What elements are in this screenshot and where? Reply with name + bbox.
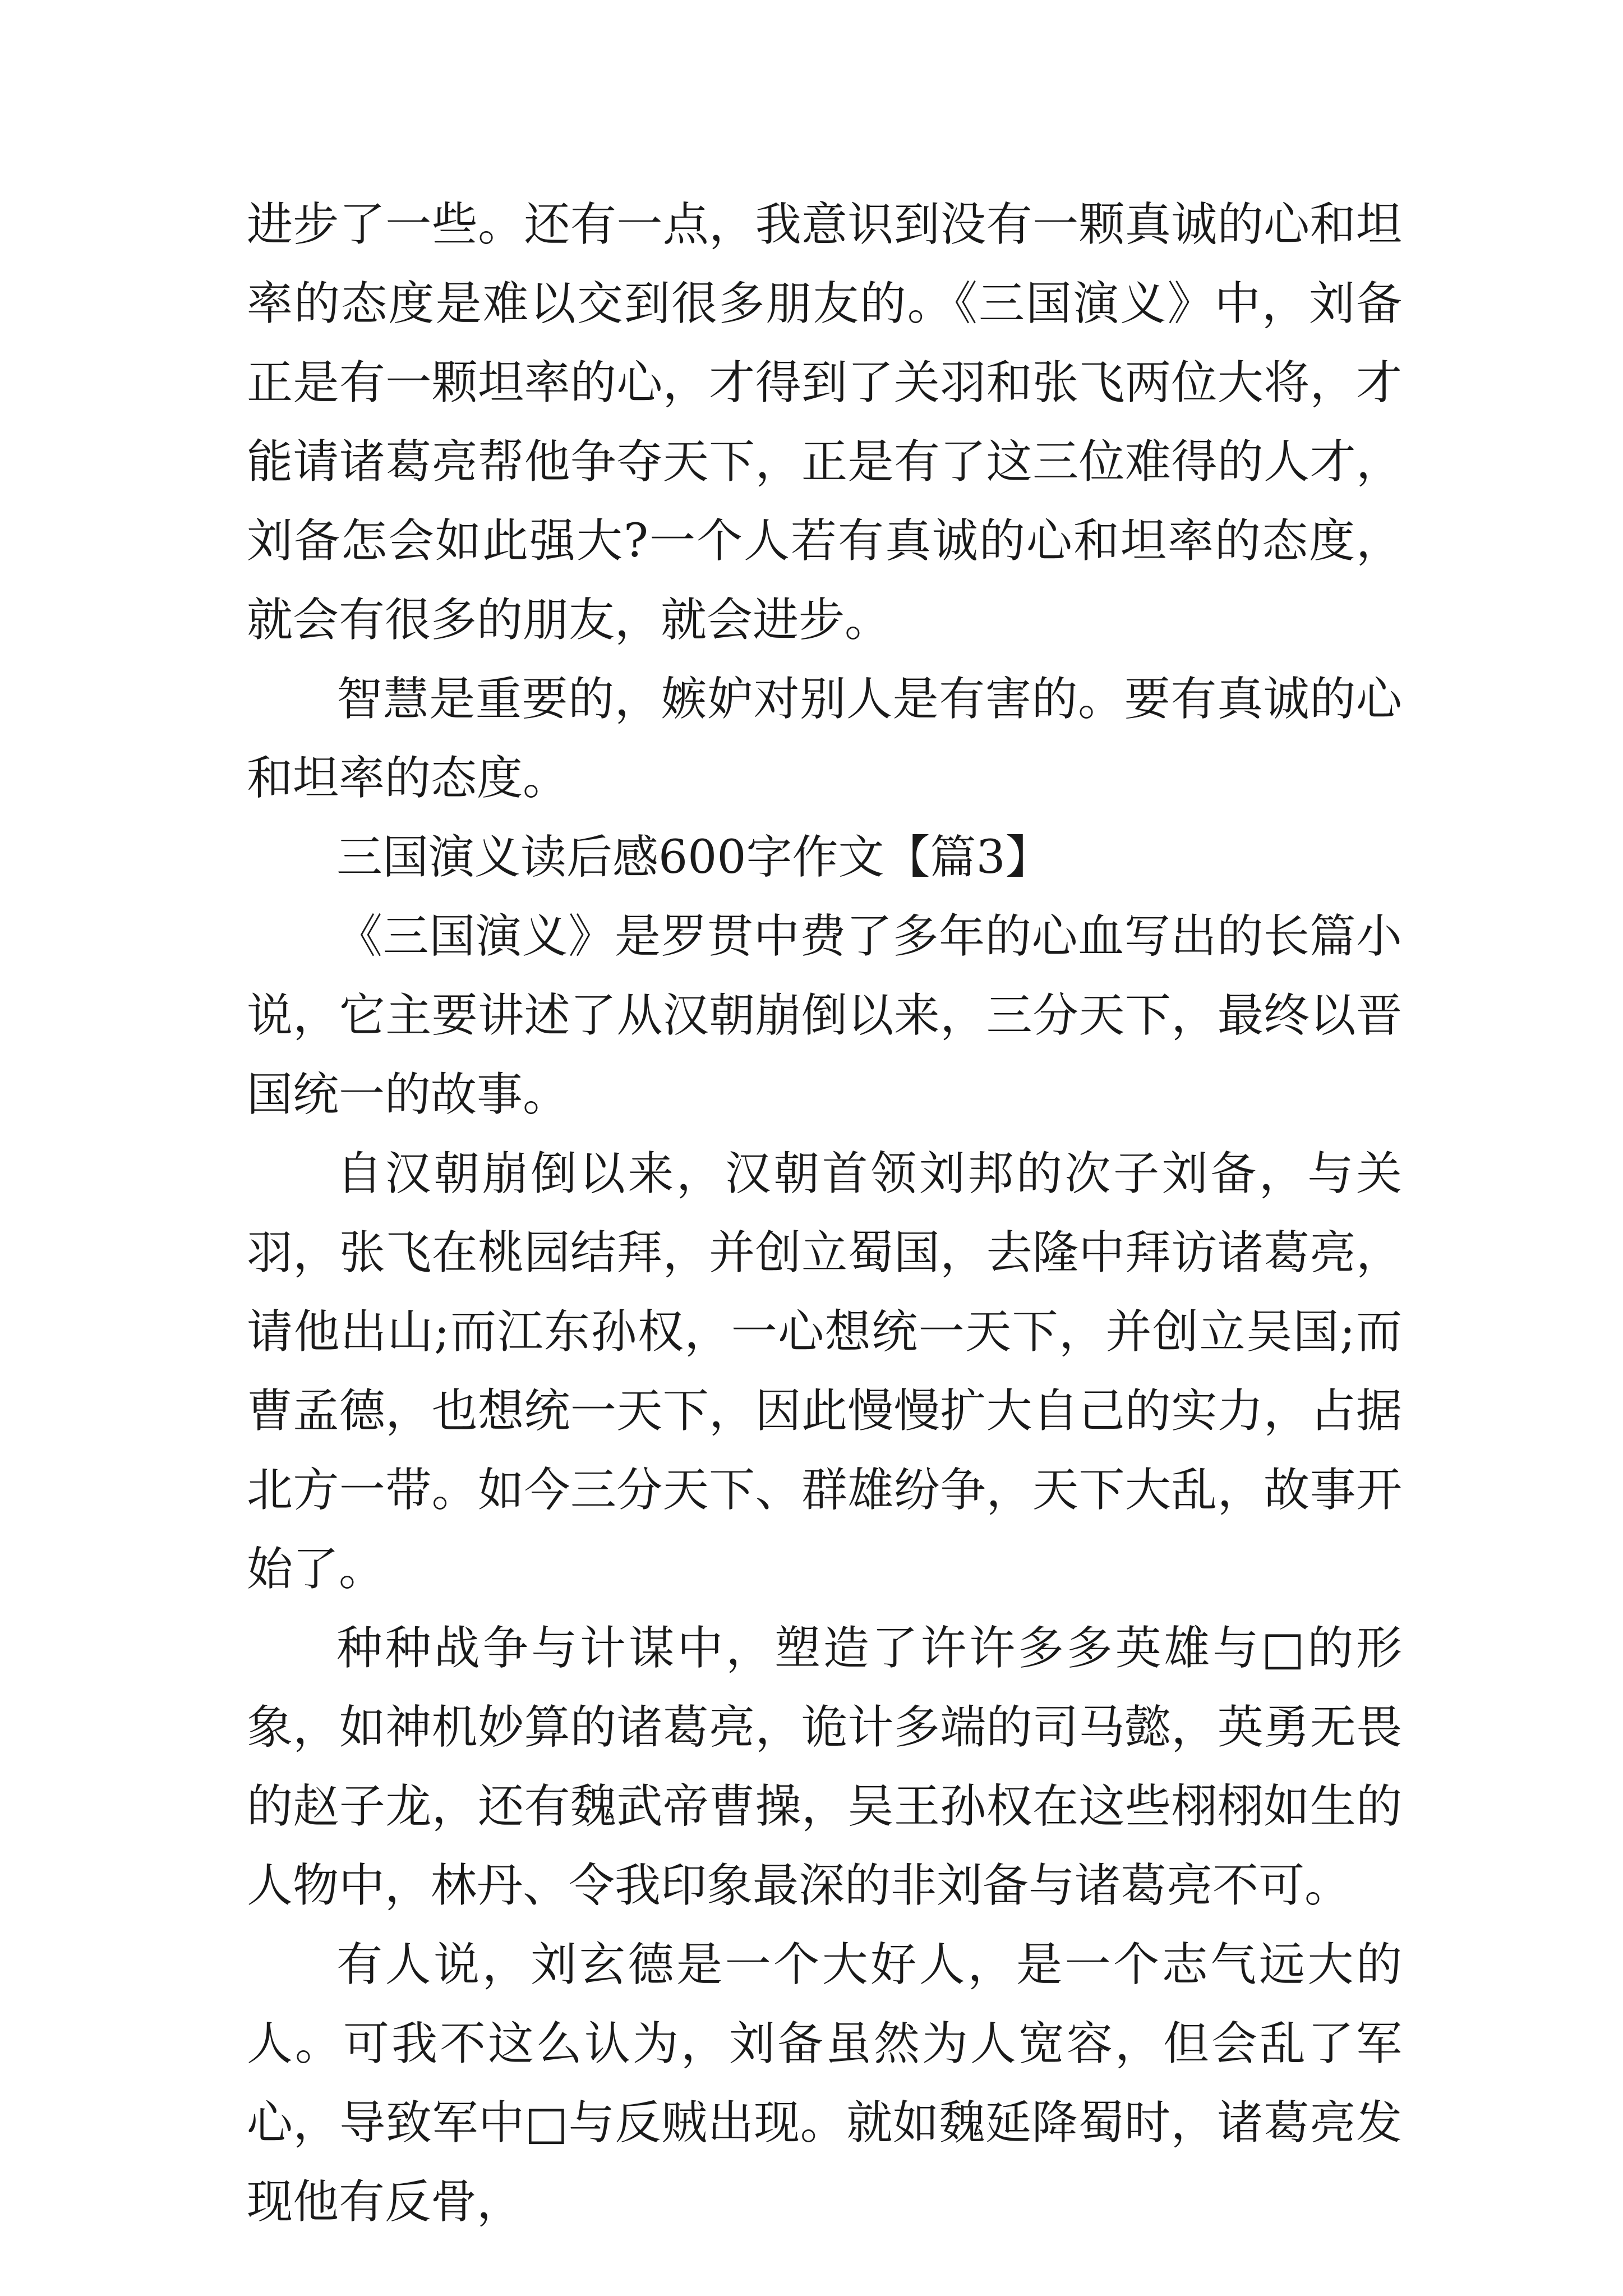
paragraph-conclusion: 智慧是重要的，嫉妒对别人是有害的。要有真诚的心和坦率的态度。 — [247, 673, 1402, 805]
document-body — [247, 185, 1402, 2242]
paragraph-continuation: 进步了一些。还有一点，我意识到没有一颗真诚的心和坦率的态度是难以交到很多朋友的。《三国演义》中，刘备正是有一颗坦率的心，才得到了关羽和张飞两位大将，才能请诸葛亮帮他争夺天下，正是有了这三位难得的人才，刘备怎会如此强大?一个人若有真诚的心和坦率的态度，就会有很多的朋友，就会进步。 — [247, 198, 1402, 647]
paragraph-background: 自汉朝崩倒以来，汉朝首领刘邦的次子刘备，与关羽，张飞在桃园结拜，并创立蜀国，去隆中拜访诸葛亮，请他出山;而江东孙权，一心想统一天下，并创立吴国;而曹孟德，也想统一天下，因此慢慢扩大自己的实力，占据北方一带。如今三分天下、群雄纷争，天下大乱，故事开始了。 — [247, 1147, 1402, 1596]
paragraph-opinion: 有人说，刘玄德是一个大好人，是一个志气远大的人。可我不这么认为，刘备虽然为人宽容，但会乱了军心，导致军中□与反贼出现。就如魏延降蜀时，诸葛亮发现他有反骨， — [247, 1938, 1402, 2229]
paragraph-characters: 种种战争与计谋中，塑造了许许多多英雄与□的形象，如神机妙算的诸葛亮，诡计多端的司马懿，英勇无畏的赵子龙，还有魏武帝曹操，吴王孙权在这些栩栩如生的人物中，林丹、令我印象最深的非刘备与诸葛亮不可。 — [247, 1622, 1402, 1912]
paragraph-intro: 《三国演义》是罗贯中费了多年的心血写出的长篇小说，它主要讲述了从汉朝崩倒以来，三分天下，最终以晋国统一的故事。 — [247, 910, 1402, 1121]
section-heading: 三国演义读后感600字作文【篇3】 — [336, 831, 1052, 884]
